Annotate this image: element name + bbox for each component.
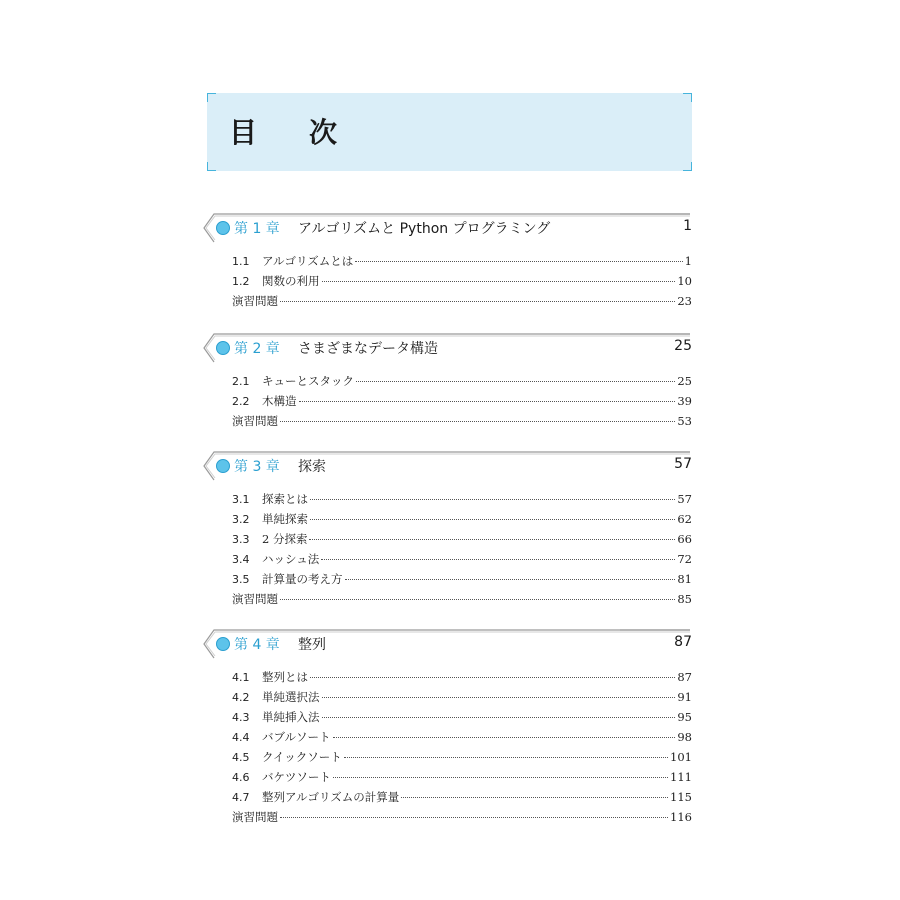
entry-page: 1 xyxy=(684,254,692,268)
chapter-title: さまざまなデータ構造 xyxy=(298,341,438,357)
toc-entry[interactable] xyxy=(200,391,700,411)
toc-entry[interactable] xyxy=(200,807,700,827)
entry-page: 101 xyxy=(670,750,692,764)
leader-dots xyxy=(310,519,675,520)
toc-title-box xyxy=(207,93,692,171)
entry-number: 3.2 xyxy=(232,513,250,526)
toc-entry[interactable] xyxy=(200,509,700,529)
toc-entry[interactable] xyxy=(200,371,700,391)
entry-number: 3.5 xyxy=(232,573,250,586)
toc-entry[interactable] xyxy=(200,589,700,609)
toc-entry[interactable] xyxy=(200,251,700,271)
entry-label: 関数の利用 xyxy=(262,274,320,288)
leader-dots xyxy=(280,599,675,600)
chapter-heading[interactable] xyxy=(200,213,700,243)
leader-dots xyxy=(280,301,675,302)
entry-page: 81 xyxy=(677,572,692,586)
entry-label: キューとスタック xyxy=(262,374,354,388)
entry-list xyxy=(200,371,700,431)
leader-dots xyxy=(333,777,668,778)
chapter-title: 探索 xyxy=(298,459,326,475)
chapter-title: 整列 xyxy=(298,637,326,653)
toc-entry[interactable] xyxy=(200,489,700,509)
entry-label: 整列とは xyxy=(262,670,308,684)
toc-entry[interactable] xyxy=(200,549,700,569)
entry-list xyxy=(200,251,700,311)
corner-mark xyxy=(683,162,692,171)
entry-label: 単純選択法 xyxy=(262,690,320,704)
entry-page: 23 xyxy=(677,294,692,308)
entry-page: 25 xyxy=(677,374,692,388)
entry-list xyxy=(200,489,700,609)
corner-mark xyxy=(683,93,692,102)
entry-page: 39 xyxy=(677,394,692,408)
chapter-page: 25 xyxy=(674,338,692,354)
entry-page: 66 xyxy=(677,532,692,546)
entry-page: 111 xyxy=(670,770,692,784)
entry-number: 4.6 xyxy=(232,771,250,784)
toc-entry[interactable] xyxy=(200,529,700,549)
leader-dots xyxy=(345,579,676,580)
entry-page: 87 xyxy=(677,670,692,684)
corner-mark xyxy=(207,93,216,102)
entry-number: 4.1 xyxy=(232,671,250,684)
chapter-page: 57 xyxy=(674,456,692,472)
chapter-section xyxy=(200,333,700,431)
entry-page: 62 xyxy=(677,512,692,526)
entry-number: 4.5 xyxy=(232,751,250,764)
entry-page: 85 xyxy=(677,592,692,606)
leader-dots xyxy=(310,499,675,500)
entry-page: 72 xyxy=(677,552,692,566)
leader-dots xyxy=(355,261,682,262)
chapter-bullet-icon xyxy=(216,637,230,651)
toc-entry[interactable] xyxy=(200,687,700,707)
entry-label: 演習問題 xyxy=(232,414,278,428)
entry-list xyxy=(200,667,700,827)
chapter-page: 1 xyxy=(683,218,692,234)
toc-entry[interactable] xyxy=(200,727,700,747)
corner-mark xyxy=(207,162,216,171)
toc-entry[interactable] xyxy=(200,707,700,727)
leader-dots xyxy=(310,677,675,678)
entry-page: 57 xyxy=(677,492,692,506)
entry-label: ハッシュ法 xyxy=(262,552,320,566)
toc-entry[interactable] xyxy=(200,787,700,807)
chapter-number: 第 3 章 xyxy=(234,459,280,475)
entry-label: 整列アルゴリズムの計算量 xyxy=(262,790,400,804)
chapter-heading[interactable] xyxy=(200,629,700,659)
chapter-page: 87 xyxy=(674,634,692,650)
entry-label: バケツソート xyxy=(262,770,331,784)
entry-label: アルゴリズムとは xyxy=(262,254,354,268)
entry-number: 1.2 xyxy=(232,275,250,288)
entry-label: クイックソート xyxy=(262,750,342,764)
toc-entry[interactable] xyxy=(200,747,700,767)
leader-dots xyxy=(333,737,676,738)
chapter-section xyxy=(200,213,700,311)
chapter-number: 第 4 章 xyxy=(234,637,280,653)
chapter-number: 第 1 章 xyxy=(234,221,280,237)
chapter-section xyxy=(200,629,700,827)
entry-label: バブルソート xyxy=(262,730,331,744)
entry-number: 3.1 xyxy=(232,493,250,506)
leader-dots xyxy=(309,539,675,540)
entry-label: 2 分探索 xyxy=(262,532,308,546)
entry-page: 98 xyxy=(677,730,692,744)
entry-label: 計算量の考え方 xyxy=(262,572,343,586)
leader-dots xyxy=(322,697,676,698)
chapter-number: 第 2 章 xyxy=(234,341,280,357)
toc-entry[interactable] xyxy=(200,411,700,431)
leader-dots xyxy=(280,421,675,422)
chapter-title: アルゴリズムと Python プログラミング xyxy=(298,221,551,237)
entry-label: 木構造 xyxy=(262,394,297,408)
leader-dots xyxy=(401,797,668,798)
leader-dots xyxy=(344,757,668,758)
entry-page: 10 xyxy=(677,274,692,288)
entry-number: 4.4 xyxy=(232,731,250,744)
entry-number: 2.2 xyxy=(232,395,250,408)
toc-entry[interactable] xyxy=(200,569,700,589)
chapter-bullet-icon xyxy=(216,341,230,355)
entry-label: 単純挿入法 xyxy=(262,710,320,724)
toc-entry[interactable] xyxy=(200,667,700,687)
chapter-bullet-icon xyxy=(216,221,230,235)
entry-label: 演習問題 xyxy=(232,294,278,308)
leader-dots xyxy=(299,401,676,402)
chapter-section xyxy=(200,451,700,609)
entry-number: 4.3 xyxy=(232,711,250,724)
entry-number: 1.1 xyxy=(232,255,250,268)
leader-dots xyxy=(322,281,676,282)
entry-label: 単純探索 xyxy=(262,512,308,526)
leader-dots xyxy=(322,717,676,718)
entry-number: 2.1 xyxy=(232,375,250,388)
entry-label: 探索とは xyxy=(262,492,308,506)
entry-page: 116 xyxy=(670,810,692,824)
entry-page: 91 xyxy=(677,690,692,704)
toc-entry[interactable] xyxy=(200,291,700,311)
entry-number: 4.7 xyxy=(232,791,250,804)
chapter-heading[interactable] xyxy=(200,333,700,363)
entry-page: 95 xyxy=(677,710,692,724)
entry-page: 53 xyxy=(677,414,692,428)
page-title: 目次 xyxy=(229,116,390,149)
chapter-bullet-icon xyxy=(216,459,230,473)
chapter-heading[interactable] xyxy=(200,451,700,481)
entry-label: 演習問題 xyxy=(232,810,278,824)
entry-number: 3.3 xyxy=(232,533,250,546)
entry-label: 演習問題 xyxy=(232,592,278,606)
leader-dots xyxy=(321,559,675,560)
leader-dots xyxy=(356,381,675,382)
leader-dots xyxy=(280,817,668,818)
entry-page: 115 xyxy=(670,790,692,804)
entry-number: 3.4 xyxy=(232,553,250,566)
entry-number: 4.2 xyxy=(232,691,250,704)
toc-entry[interactable] xyxy=(200,767,700,787)
toc-entry[interactable] xyxy=(200,271,700,291)
